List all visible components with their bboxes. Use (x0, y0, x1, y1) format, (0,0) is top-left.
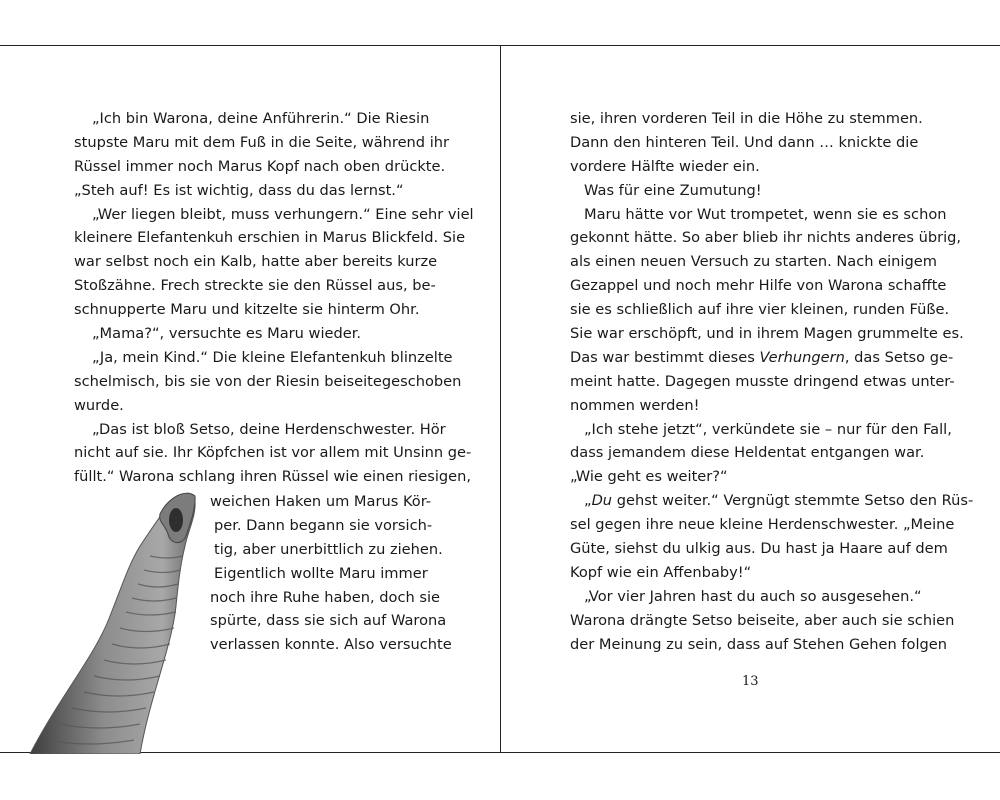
elephant-trunk-illustration (0, 486, 230, 754)
text-line: gekonnt hätte. So aber blieb ihr nichts anderes übrig, (570, 229, 962, 247)
text-line: „Wer liegen bleibt, muss verhungern.“ Eine sehr viel (92, 205, 474, 223)
text-line: meint hatte. Dagegen musste dringend etwas unter- (570, 372, 955, 390)
text-line: Was für eine Zumutung! (584, 181, 762, 199)
text-line: verlassen konnte. Also versuchte (210, 636, 452, 654)
text-line: tig, aber unerbittlich zu ziehen. (214, 540, 443, 558)
book-spread (0, 45, 1000, 753)
page-number: 13 (742, 674, 759, 689)
text-line: „Ich bin Warona, deine Anführerin.“ Die Riesin (92, 110, 430, 127)
text-line: noch ihre Ruhe haben, doch sie (210, 588, 440, 606)
text-line: Maru hätte vor Wut trompetet, wenn sie es schon (584, 205, 947, 223)
text-line: nicht auf sie. Ihr Köpfchen ist vor allem mit Unsinn ge- (74, 444, 472, 462)
text-line: als einen neuen Versuch zu starten. Nach einigem (570, 253, 937, 271)
right-page (501, 46, 1000, 752)
text-line: Güte, siehst du ulkig aus. Du hast ja Haare auf dem (570, 540, 948, 558)
left-page-wrapped-text (210, 490, 452, 657)
text-line: Rüssel immer noch Marus Kopf nach oben drückte. (74, 157, 446, 175)
text-line: stupste Maru mit dem Fuß in die Seite, während ihr (74, 133, 450, 151)
left-page-text (74, 107, 474, 489)
text-line: nommen werden! (570, 396, 700, 414)
text-line: der Meinung zu sein, dass auf Stehen Gehen folgen (570, 635, 947, 653)
text-line (570, 346, 954, 370)
text-segment: , das Setso ge- (844, 348, 954, 366)
text-line: Sie war erschöpft, und in ihrem Magen grummelte es. (570, 325, 964, 343)
text-line: „Das ist bloß Setso, deine Herdenschwester. Hör (92, 420, 446, 438)
text-line: sel gegen ihre neue kleine Herdenschwester. „Meine (570, 516, 955, 534)
text-line: „Steh auf! Es ist wichtig, dass du das lernst.“ (74, 181, 404, 199)
text-line: „Vor vier Jahren hast du auch so ausgesehen.“ (584, 587, 922, 605)
text-line: war selbst noch ein Kalb, hatte aber bereits kurze (74, 253, 438, 271)
text-line: vordere Hälfte wieder ein. (570, 157, 760, 175)
text-line: Kopf wie ein Affenbaby!“ (570, 563, 752, 581)
text-line: „Ich stehe jetzt“, verkündete sie – nur für den Fall, (584, 420, 952, 438)
text-line: schnupperte Maru und kitzelte sie hinterm Ohr. (74, 301, 420, 319)
text-line: Gezappel und noch mehr Hilfe von Warona schaffte (570, 277, 947, 295)
text-line: dass jemandem diese Heldentat entgangen war. (570, 444, 925, 462)
text-line: Stoßzähne. Frech streckte sie den Rüssel aus, be- (74, 277, 436, 295)
right-page-text (570, 107, 974, 656)
text-segment: „ (584, 492, 592, 510)
text-line: per. Dann begann sie vorsich- (214, 516, 433, 534)
text-line (570, 489, 974, 513)
text-segment-italic: Verhungern (759, 348, 845, 366)
text-line: kleinere Elefantenkuh erschien in Marus Blickfeld. Sie (74, 229, 466, 247)
text-line: schelmisch, bis sie von der Riesin beiseitegeschoben (74, 372, 462, 390)
text-line: Warona drängte Setso beiseite, aber auch sie schien (570, 611, 955, 629)
left-page (0, 46, 500, 752)
text-segment: Das war bestimmt dieses (570, 348, 760, 366)
text-line: sie, ihren vorderen Teil in die Höhe zu stemmen. (570, 110, 923, 127)
text-segment-italic: Du (591, 492, 613, 510)
text-segment: gehst weiter.“ Vergnügt stemmte Setso den Rüs- (612, 492, 974, 510)
text-line: „Mama?“, versuchte es Maru wieder. (92, 325, 362, 343)
text-line: „Ja, mein Kind.“ Die kleine Elefantenkuh blinzelte (92, 348, 453, 366)
text-line: spürte, dass sie sich auf Warona (210, 612, 447, 630)
text-line: Eigentlich wollte Maru immer (214, 564, 428, 582)
text-line: „Wie geht es weiter?“ (570, 468, 728, 486)
text-line: Dann den hinteren Teil. Und dann … knickte die (570, 133, 919, 151)
text-line: weichen Haken um Marus Kör- (210, 493, 432, 510)
text-line: sie es schließlich auf ihre vier kleinen, runden Füße. (570, 301, 950, 319)
text-line: wurde. (74, 396, 124, 414)
text-line: füllt.“ Warona schlang ihren Rüssel wie einen riesigen, (74, 468, 472, 486)
trunk-nostril (169, 508, 183, 532)
